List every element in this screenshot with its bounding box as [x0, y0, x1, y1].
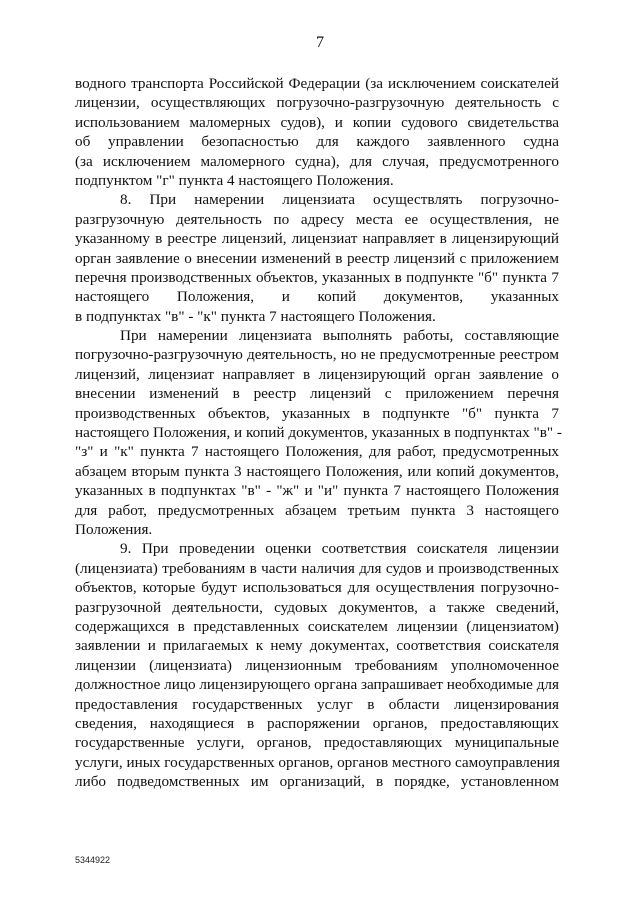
text-line: указанному в реестре лицензий, лицензиат направляет в лицензирующий	[75, 230, 559, 248]
text-line: государственные услуги, органов, предоставляющих муниципальные	[75, 734, 559, 752]
text-line: внесении изменений в реестр лицензий с приложением перечня	[75, 385, 559, 403]
text-line: лицензии (лицензиата) лицензионным требованиям уполномоченное	[75, 656, 559, 674]
text-line: (за исключением маломерного судна), для случая, предусмотренного	[75, 152, 559, 170]
text-line: указанных в подпунктах "в" - "ж" и "и" пункта 7 настоящего Положения	[75, 482, 559, 500]
page-number: 7	[316, 34, 324, 51]
text-line: Положения.	[75, 520, 153, 538]
paragraph	[75, 326, 562, 539]
document-id: 5344922	[75, 855, 111, 865]
document-body	[75, 74, 562, 791]
text-line: должностное лицо лицензирующего органа запрашивает необходимые для	[75, 676, 559, 694]
paragraph	[75, 190, 559, 326]
text-line: лицензий, лицензиат направляет в лицензирующий орган заявление о	[75, 365, 559, 383]
text-line: абзацем вторым пункта 3 настоящего Положения, или копий документов,	[75, 462, 559, 480]
text-line: содержащихся в представленных соискателем лицензии (лицензиатом)	[75, 617, 559, 635]
text-line: для работ, предусмотренных абзацем третьим пункта 3 настоящего	[75, 501, 559, 519]
text-line: водного транспорта Российской Федерации (за исключением соискателей	[75, 75, 559, 92]
text-line: орган заявление о внесении изменений в реестр лицензий с приложением	[75, 249, 559, 267]
text-line: настоящего Положения, и копий документов, указанных	[75, 288, 559, 306]
text-line: (лицензиата) требованиям в части наличия для судов и производственных	[75, 559, 559, 577]
text-line: предоставления государственных услуг в области лицензирования	[75, 695, 559, 713]
text-line: 9. При проведении оценки соответствия соискателя лицензии	[120, 540, 559, 558]
text-line: использованием маломерных судов), и копии судового свидетельства	[75, 113, 559, 131]
text-line: 8. При намерении лицензиата осуществлять погрузочно-	[120, 191, 559, 209]
paragraph	[75, 539, 559, 791]
text-line: заявлении и прилагаемых к нему документах, соответствия соискателя	[75, 637, 559, 655]
text-line: "з" и "к" пункта 7 настоящего Положения, для работ, предусмотренных	[75, 443, 559, 461]
text-line: разгрузочную деятельность по адресу места ее осуществления, не	[75, 210, 559, 228]
text-line: погрузочно-разгрузочную деятельность, но не предусмотренные реестром	[75, 346, 559, 364]
text-line: настоящего Положения, и копий документов, указанных в подпунктах "в" -	[75, 424, 562, 442]
text-line: в подпунктах "в" - "к" пункта 7 настоящего Положения.	[75, 307, 436, 325]
text-line: разгрузочной деятельности, судовых документов, а также сведений,	[75, 598, 559, 616]
text-line: объектов, которые будут использоваться для осуществления погрузочно-	[75, 579, 559, 597]
text-line: услуги, иных государственных органов, органов местного самоуправления	[75, 753, 560, 771]
text-line: подпунктом "г" пункта 4 настоящего Положения.	[75, 171, 394, 189]
text-line: об управлении безопасностью для каждого заявленного судна	[75, 133, 559, 151]
text-line: производственных объектов, указанных в подпункте "б" пункта 7	[75, 404, 559, 422]
text-line: При намерении лицензиата выполнять работы, составляющие	[120, 327, 559, 345]
text-line: либо подведомственных им организаций, в порядке, установленном	[75, 773, 559, 791]
text-line: лицензии, осуществляющих погрузочно-разгрузочную деятельность с	[75, 94, 559, 112]
paragraph	[75, 74, 559, 190]
text-line: перечня производственных объектов, указанных в подпункте "б" пункта 7	[75, 268, 559, 286]
text-line: сведения, находящиеся в распоряжении органов, предоставляющих	[75, 714, 559, 732]
